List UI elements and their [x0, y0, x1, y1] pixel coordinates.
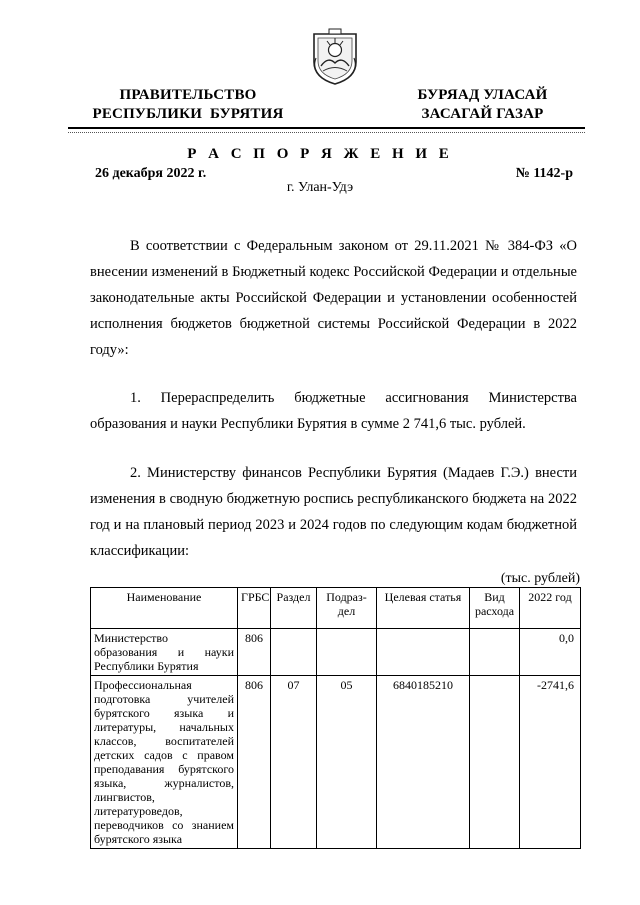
- column-header-podrazdel: Подраз-дел: [317, 588, 377, 629]
- table-row: [91, 676, 581, 849]
- cell-podrazdel: 05: [317, 676, 377, 849]
- cell-grbs: 806: [238, 629, 271, 676]
- organization-name-russian: [88, 86, 288, 124]
- header-divider-dotted: [68, 132, 585, 133]
- cell-razdel: 07: [271, 676, 317, 849]
- budget-classification-table: [90, 587, 581, 849]
- cell-name: Министерство образования и науки Республики Бурятия: [91, 629, 238, 676]
- clause-2-paragraph: 2. Министерству финансов Республики Бурятия (Мадаев Г.Э.) внести изменения в сводную бюджетную роспись республиканского бюджета на 2022 год и на плановый период 2023 и 2024 годов по следующим кодам бюджетной классификации:: [90, 465, 577, 559]
- cell-target: [377, 629, 470, 676]
- organization-name-buryat-line2: ЗАСАГАЙ ГАЗАР: [421, 106, 544, 122]
- document-type-title: Р А С П О Р Я Ж Е Н И Е: [187, 146, 453, 162]
- cell-vid: [470, 676, 520, 849]
- column-header-target: Целевая статья: [377, 588, 470, 629]
- column-header-razdel: Раздел: [271, 588, 317, 629]
- document-city: г. Улан-Удэ: [286, 180, 354, 195]
- column-header-year: 2022 год: [520, 588, 581, 629]
- column-header-vid: Вид расхода: [470, 588, 520, 629]
- organization-name-buryat-line1: БУРЯАД УЛАСАЙ: [417, 87, 548, 103]
- organization-name-buryat: [410, 86, 555, 124]
- table-unit-label: (тыс. рублей): [500, 571, 580, 586]
- cell-podrazdel: [317, 629, 377, 676]
- preamble-paragraph: В соответствии с Федеральным законом от 29.11.2021 № 384-ФЗ «О внесении изменений в Бюджетный кодекс Российской Федерации и отдельные законодательные акты Российской Федерации и установлении особенностей исполнения бюджетов бюджетной системы Российской Федерации в 2022 году»:: [90, 238, 577, 358]
- document-number: № 1142-р: [515, 166, 573, 181]
- table-header-row: [91, 588, 581, 629]
- cell-grbs: 806: [238, 676, 271, 849]
- cell-amount: 0,0: [520, 629, 581, 676]
- cell-target: 6840185210: [377, 676, 470, 849]
- column-header-name: Наименование: [91, 588, 238, 629]
- organization-name-russian-line2: РЕСПУБЛИКИ БУРЯТИЯ: [92, 106, 284, 122]
- cell-name: Профессиональная подготовка учителей бурятского языка и литературы, начальных классов, воспитателей детских садов с правом преподавания бурятского языка, журналистов, лингвистов, литературоведов, переводчиков со знанием бурятского языка: [91, 676, 238, 849]
- document-date: 26 декабря 2022 г.: [95, 166, 207, 181]
- republic-coat-of-arms-icon: [310, 28, 360, 86]
- table-row: [91, 629, 581, 676]
- cell-vid: [470, 629, 520, 676]
- header-divider-thick: [68, 127, 585, 129]
- cell-amount: -2741,6: [520, 676, 581, 849]
- organization-name-russian-line1: ПРАВИТЕЛЬСТВО: [119, 87, 257, 103]
- cell-razdel: [271, 629, 317, 676]
- clause-1-paragraph: 1. Перераспределить бюджетные ассигнования Министерства образования и науки Республики Бурятия в сумме 2 741,6 тыс. рублей.: [90, 390, 577, 432]
- column-header-grbs: ГРБС: [238, 588, 271, 629]
